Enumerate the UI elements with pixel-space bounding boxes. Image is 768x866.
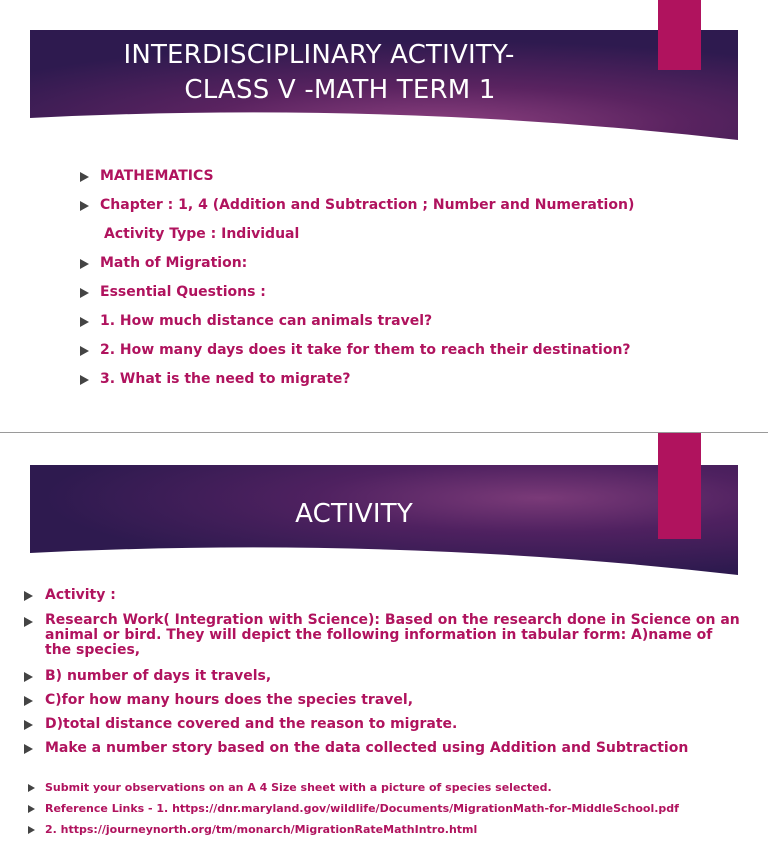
bullet-text: Essential Questions : [100,284,266,300]
bullet-triangle-icon [80,259,89,269]
small-bullet-text: Submit your observations on an A 4 Size sheet with a picture of species selected. [45,781,552,794]
bullet-triangle-icon [80,317,89,327]
small-bullet-item [28,823,748,844]
slide-1-accent-bar [658,0,701,70]
bullet-item [80,342,740,371]
bullet-item [80,371,740,400]
activity-type-line [80,226,740,255]
bullet-triangle-icon [24,591,33,601]
slide-2-title: ACTIVITY [295,499,413,529]
bullet-text: Chapter : 1, 4 (Addition and Subtraction ; Number and Numeration) [100,197,635,213]
slide-1-title-line-2: CLASS V -MATH TERM 1 [184,75,496,105]
bullet-text: Research Work( Integration with Science): Based on the research done in Science on an animal or bird. They will depict the following information in tabular form: A)name of the species, [45,612,740,658]
bullet-item [80,168,740,197]
slide-1-bullet-list [80,168,740,400]
bullet-triangle-icon [80,375,89,385]
bullet-item [24,692,744,716]
small-bullet-item [28,781,748,802]
bullet-item [80,255,740,284]
bullet-item [80,197,740,226]
bullet-triangle-icon [28,805,35,813]
slide-1-title-banner [30,28,738,148]
slide-1-title-line-1: INTERDISCIPLINARY ACTIVITY- [123,40,515,70]
small-bullet-text: Reference Links - 1. https://dnr.maryland.gov/wildlife/Documents/MigrationMath-for-MiddleSchool.pdf [45,802,679,815]
bullet-item [24,740,744,776]
bullet-text: MATHEMATICS [100,168,214,184]
bullet-triangle-icon [24,696,33,706]
bullet-triangle-icon [24,720,33,730]
slide-1 [0,0,768,432]
bullet-item [24,613,744,668]
bullet-text: 3. What is the need to migrate? [100,371,351,387]
bullet-triangle-icon [80,172,89,182]
activity-type-text: Activity Type : Individual [104,226,300,242]
bullet-triangle-icon [80,288,89,298]
small-bullet-text: 2. https://journeynorth.org/tm/monarch/MigrationRateMathIntro.html [45,823,478,836]
bullet-text: Math of Migration: [100,255,248,271]
slide-2-accent-bar [658,433,701,539]
slide-2-title-banner [30,463,738,583]
bullet-text: 2. How many days does it take for them to reach their destination? [100,342,631,358]
bullet-triangle-icon [24,617,33,627]
bullet-text: Make a number story based on the data collected using Addition and Subtraction [45,740,689,756]
small-bullet-item [28,802,748,823]
bullet-item [24,668,744,692]
bullet-triangle-icon [28,784,35,792]
bullet-text: 1. How much distance can animals travel? [100,313,433,329]
slide-2-small-bullet-list [28,781,748,844]
bullet-item [80,313,740,342]
bullet-item [24,587,744,613]
bullet-triangle-icon [24,744,33,754]
bullet-triangle-icon [80,201,89,211]
bullet-text: B) number of days it travels, [45,668,272,684]
bullet-text: Activity : [45,587,116,603]
bullet-triangle-icon [24,672,33,682]
bullet-item [24,716,744,740]
bullet-text: C)for how many hours does the species travel, [45,692,414,708]
bullet-item [80,284,740,313]
bullet-triangle-icon [28,826,35,834]
bullet-text: D)total distance covered and the reason to migrate. [45,716,458,732]
bullet-triangle-icon [80,346,89,356]
slide-2-bullet-list [24,587,744,776]
slide-2 [0,433,768,866]
